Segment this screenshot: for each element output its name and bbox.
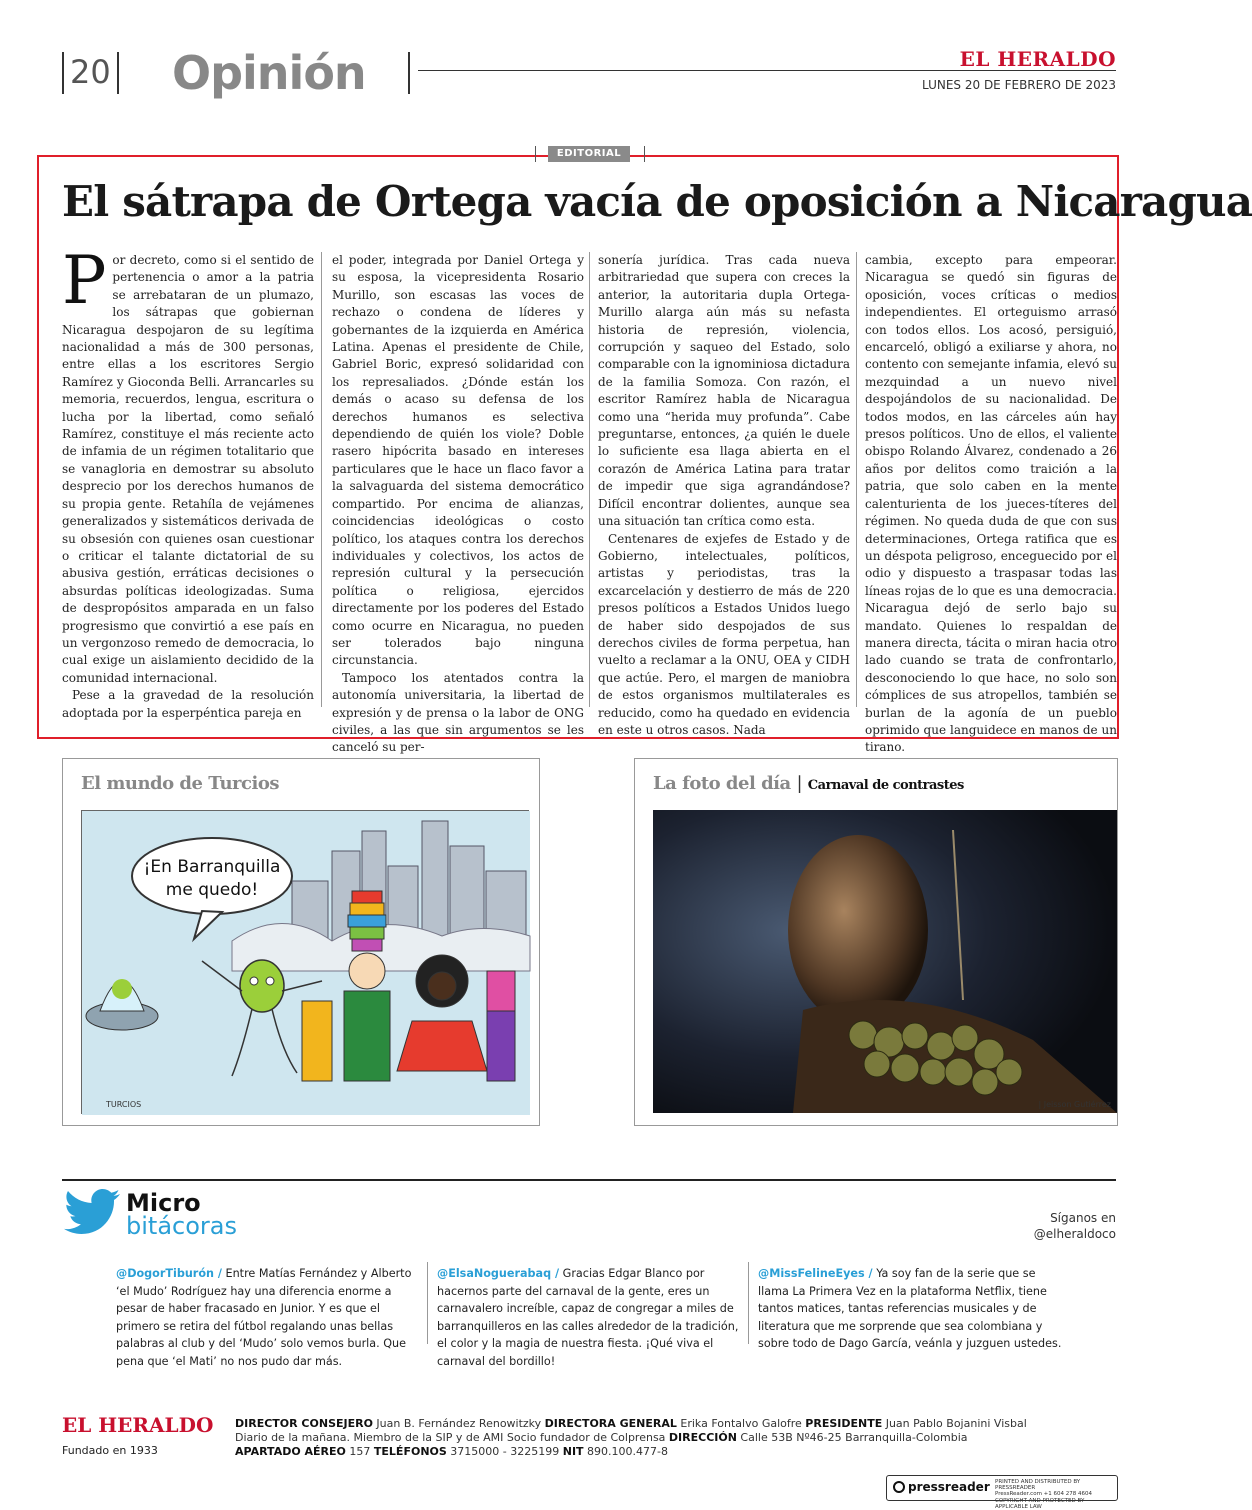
staff-line-1: [235, 1417, 1115, 1431]
photo-panel: [634, 758, 1118, 1126]
column-divider: [856, 252, 857, 707]
photo-title-row: La foto del día | Carnaval de contrastes: [653, 773, 964, 794]
micro-title: Micro: [126, 1189, 201, 1217]
editorial-paragraph: Centenares de exjefes de Estado y de Gobierno, intelectuales, políticos, artistas y periodistas, tras la excarcelación y destierro de más de 220 presos políticos a Estados Unidos luego de haber sido despojados de sus derechos civiles de forma perpetua, han vuelto a reclamar a la ONU, OEA y CIDH que actúe. Pero, el margen de maniobra de estos organismos multilaterales es reducido, como ha quedado en evidencia en este u otros casos. Nada: [598, 531, 850, 737]
cartoon-signature: TURCIOS: [106, 1100, 142, 1109]
pressreader-notice: [995, 1479, 1115, 1510]
speech-bubble-line-1: ¡En Barranquilla: [143, 857, 281, 877]
tweet-divider: [427, 1262, 428, 1344]
value: Calle 53B Nº46-25 Barranquilla-Colombia: [736, 1431, 968, 1444]
tweet-handle: @ElsaNoguerabaq /: [437, 1267, 560, 1280]
tweet-1: [116, 1265, 426, 1371]
editorial-column-2: [332, 252, 584, 755]
value: Erika Fontalvo Galofre: [676, 1417, 806, 1430]
photo-title: La foto del día: [653, 773, 791, 794]
editorial-paragraph: sonería jurídica. Tras cada nueva arbitrariedad que supera con creces la anterior, la autoritaria dupla Ortega-Murillo alarga aún más su nefasta historia de represión, violencia, corrupción y saqueo del Estado, solo comparable con la ignominiosa dictadura de la familia Somoza. Con razón, el escritor Ramírez habla de Nicaragua como una “herida muy profunda”. Cabe preguntarse, entonces, ¿a quién le duele lo suficiente esa llaga abierta en el corazón de América Latina para tratar de impedir que siga agrandándose? Difícil encontrar dolientes, aunque sea una situación tan crítica como esta.: [598, 253, 850, 529]
cartoon-illustration: [81, 810, 529, 1114]
label: NIT: [562, 1445, 584, 1458]
notice-line: COPYRIGHT AND PROTECTED BY APPLICABLE LAW: [995, 1497, 1085, 1510]
editorial-column-3: [598, 252, 850, 737]
follow-label: Síganos en: [1050, 1211, 1116, 1225]
pressreader-icon: [893, 1481, 905, 1493]
tweet-2: [437, 1265, 747, 1371]
staff-box: [235, 1417, 1115, 1459]
cartoon-title: El mundo de Turcios: [81, 773, 279, 794]
pressreader-name: pressreader: [908, 1480, 990, 1494]
tweet-handle: @DogorTiburón /: [116, 1267, 222, 1280]
editorial-headline: El sátrapa de Ortega vacía de oposición a Nicaragua: [62, 177, 1252, 226]
founded-year: Fundado en 1933: [62, 1444, 158, 1457]
pressreader-badge: [886, 1475, 1118, 1510]
tweet-text: Gracias Edgar Blanco por hacernos parte del carnaval de la gente, eres un carnavalero increíble, capaz de congregar a miles de barranquilleros en las calles alrededor de la tradición, el color y la magia de nuestra fiesta. ¡Qué viva el carnaval del bordillo!: [437, 1267, 739, 1368]
page-number: 20: [62, 52, 119, 94]
issue-date: LUNES 20 DE FEBRERO DE 2023: [922, 78, 1116, 92]
column-divider: [589, 252, 590, 707]
section-title: Opinión: [172, 46, 366, 100]
tweet-divider: [748, 1262, 749, 1344]
micro-rule: [62, 1179, 1116, 1181]
label: APARTADO AÉREO: [235, 1445, 346, 1458]
label: DIRECCIÓN: [668, 1431, 737, 1444]
photo-image: [653, 810, 1117, 1113]
photo-credit: | Jeisson Gutiérrez: [1038, 1100, 1111, 1109]
header-divider: [408, 52, 410, 94]
page-header: [0, 0, 1158, 110]
value: Juan Pablo Bojanini Visbal: [882, 1417, 1027, 1430]
column-divider: [321, 252, 322, 707]
editorial-column-4: [865, 252, 1117, 755]
staff-line-3: [235, 1445, 1115, 1459]
cartoon-panel: [62, 758, 540, 1126]
masthead-logo: EL HERALDO: [959, 47, 1116, 71]
label: DIRECTOR CONSEJERO: [235, 1417, 373, 1430]
tweet-text: Entre Matías Fernández y Alberto ‘el Mudo’ Rodríguez hay una diferencia enorme a pesar de haber fracasado en Junior. Y es que el primero se retira del fútbol regalando unas bellas palabras al club y del ‘Mudo’ solo vemos burla. Que pena que ‘el Mati’ no nos pudo dar más.: [116, 1267, 412, 1368]
notice-line: PressReader.com +1 604 278 4604: [995, 1491, 1093, 1498]
value: 3715000 - 3225199: [446, 1445, 563, 1458]
drop-cap: P: [62, 242, 107, 319]
tweet-handle: @MissFelineEyes /: [758, 1267, 873, 1280]
value: 890.100.477-8: [583, 1445, 668, 1458]
photo-subtitle: Carnaval de contrastes: [807, 778, 964, 793]
label: PRESIDENTE: [805, 1417, 883, 1430]
footer-logo: EL HERALDO: [62, 1413, 214, 1437]
cartoon-drawing: [82, 811, 530, 1115]
speech-bubble-line-2: me quedo!: [165, 880, 259, 900]
editorial-paragraph: Tampoco los atentados contra la autonomía universitaria, la libertad de expresión y de prensa o la labor de ONG civiles, a las que sin argumentos se les canceló su per-: [332, 670, 584, 755]
editorial-column-1: [62, 242, 314, 720]
tweet-3: [758, 1265, 1068, 1353]
pressreader-logo: [893, 1480, 990, 1494]
editorial-paragraph: cambia, excepto para empeorar. Nicaragua se quedó sin figuras de oposición, voces críticas o medios independientes. El orteguismo arrasó con todos ellos. Los acosó, persiguió, encarceló, obligó a exiliarse y ahora, no contento con semejante infamia, elevó su mezquindad a un nuevo nivel despojándolos de su nacionalidad. De todos modos, en las cárceles aún hay presos políticos. Uno de ellos, el valiente obispo Rolando Álvarez, condenado a 26 años por delitos como traición a la patria, que solo caben en la mente calenturienta de los jueces-títeres del régimen. No queda duda de que con sus determinaciones, Ortega ratifica que es un déspota peligroso, enceguecido por el odio y dispuesto a traspasar todas las líneas rojas de lo que es una democracia. Nicaragua dejó de serlo bajo su mandato. Quienes lo respaldan de manera directa, tácita o miran hacia otro lado cuando se trata de confrontarlo, desconociendo lo que hace, no solo son cómplices de sus atropellos, también se burlan de la agonía de un pueblo oprimido que languidece en manos de un tirano.: [865, 253, 1117, 755]
editorial-paragraph: [62, 242, 314, 687]
staff-line-2: [235, 1431, 1115, 1445]
label: DIRECTORA GENERAL: [544, 1417, 677, 1430]
editorial-paragraph: el poder, integrada por Daniel Ortega y su esposa, la vicepresidenta Rosario Murillo, son escasas las voces de rechazo o condena de líderes y gobernantes de la izquierda en América Latina. Apenas el presidente de Chile, Gabriel Boric, expresó solidaridad con los represaliados. ¿Dónde están los demás o acaso su defensa de los derechos humanos es selectiva dependiendo de quién los viole? Doble rasero hipócrita basado en intereses particulares que le hace un flaco favor a la salvaguarda del sistema democrático compartido. Por encima de alianzas, coincidencias ideológicas o costo político, los ataques contra los derechos individuales y colectivos, los actos de represión cultural y la persecución política o religiosa, ejercidos directamente por los poderes del Estado como ocurre en Nicaragua, no pueden ser tolerados bajo ninguna circunstancia.: [332, 253, 584, 668]
follow-handle: @elheraldoco: [1033, 1227, 1116, 1241]
tweet-text: Ya soy fan de la serie que se llama La Primera Vez en la plataforma Netflix, tiene tantos matices, tantas referencias musicales y de literatura que me sorprende que sea colombiana y sobre todo de Dago García, veánla y juzguen ustedes.: [758, 1267, 1062, 1351]
notice-line: PRINTED AND DISTRIBUTED BY PRESSREADER: [995, 1479, 1081, 1492]
photo-of-the-day: [653, 810, 1117, 1113]
paragraph-text: or decreto, como si el sentido de pertenencia o amor a la patria se arrebataran de un plumazo, los sátrapas que gobiernan Nicaragua despojaron de su legítima nacionalidad a más de 300 personas, entre ellas a los escritores Sergio Ramírez y Gioconda Belli. Arrancarles su memoria, recuerdos, lengua, escritura o lucha por la libertad, como señaló Ramírez, constituye el más reciente acto de infamia de un régimen totalitario que se vanagloria en demostrar su absoluto desprecio por los derechos humanos de su propia gente. Retahíla de vejámenes generalizados y sistemáticos derivada de su obsesión con quienes osan cuestionar o criticar el talante dictatorial de su abusiva gestión, erráticas decisiones o absurdas políticas ideologizadas. Suma de despropósitos amparada en un falso progresismo que convirtió a ese país en un vergonzoso remedo de democracia, lo cual exige un aislamiento decidido de la comunidad internacional.: [62, 253, 314, 685]
value: Juan B. Fernández Renowitzky: [372, 1417, 545, 1430]
micro-subtitle: bitácoras: [126, 1212, 237, 1240]
value: 157: [345, 1445, 374, 1458]
value: Diario de la mañana. Miembro de la SIP y de AMI Socio fundador de Colprensa: [235, 1431, 669, 1444]
twitter-bird-icon: [64, 1188, 122, 1236]
follow-us: [1034, 1210, 1116, 1242]
editorial-paragraph: Pese a la gravedad de la resolución adoptada por la esperpéntica pareja en: [62, 688, 314, 720]
label: TELÉFONOS: [373, 1445, 447, 1458]
editorial-tag: EDITORIAL: [548, 146, 630, 162]
